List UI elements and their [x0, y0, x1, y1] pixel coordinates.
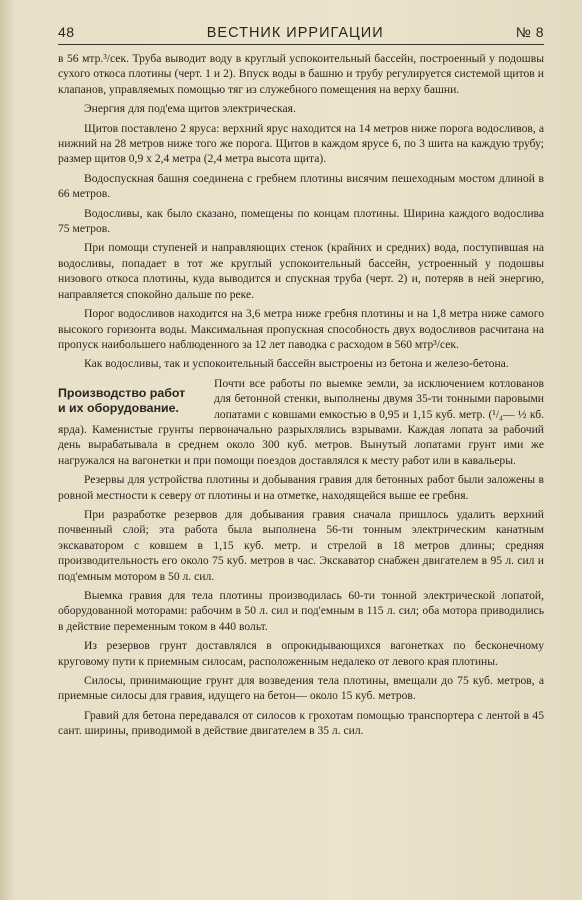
paragraph: Как водосливы, так и успокоительный бассейн выстроены из бетона и железо-бетона.: [84, 357, 509, 371]
journal-title: ВЕСТНИК ИРРИГАЦИИ: [206, 25, 384, 41]
paragraph: Энергия для под'ема щитов электрическая.: [84, 102, 296, 116]
section-heading: [58, 386, 208, 416]
article-body: [58, 51, 544, 739]
section-heading-line1: Производство работ: [58, 385, 186, 400]
paragraph: Силосы, принимающие грунт для возведения тела плотины, вмещали до 75 куб. метров, а приемные силосы для гравия, идущего на бетон— около 15 куб. метров.: [58, 674, 544, 703]
section-intro: Почти все работы по выемке земли, за исключением котлованов для бетонной стенки, выполнены двумя 35-ти тонными паровыми лопатами с ковшами емкостью в 0,95 и 1,15 куб. метр. (¹/₄— ½ кб. ярда). Каменистые грунты первоначально разрыхлялись взрывами. Каждая лопата за рабочий день вырабатывала в среднем около 300 куб. метров. Вынутый лопатами грунт ими же нагружался на вагонетки и при помощи поездов доставлялся к месту работ или в кавальеры.: [58, 376, 544, 467]
paragraph: При помощи ступеней и направляющих стенок (крайних и средних) вода, поступившая на водосливы, попадает в тот же круглый успокоительный бассейн, устроенный у подошвы низового откоса плотины, куда выводится и спускная труба (черт. 2) и, потеряв в ней энергию, направляется спокойно дальше по реке.: [58, 241, 544, 301]
paragraph: Щитов поставлено 2 яруса: верхний ярус находится на 14 метров ниже порога водосливов, а нижний на 28 метров ниже того же порога. Щитов в каждом ярусе 6, по 3 шита на каждую трубу; размер щитов 0,9 х 2,4 метра (2,4 метра высота щита).: [58, 121, 544, 166]
paragraph: в 56 мтр.³/сек. Труба выводит воду в круглый успокоительный бассейн, построенный у подошвы сухого откоса плотины (черт. 1 и 2). Впуск воды в башню и трубу регулируется системой щитов и клапанов, управляемых помощью тяг из служебного помещения на верху башни.: [58, 52, 544, 96]
paragraph: При разработке резервов для добывания гравия сначала пришлось удалить верхний почвенный слой; эта работа была выполнена 56-ти тонным электрическим канатным экскаватором с ковшем в 1,15 куб. метр. и стрелой в 18 метров длины; средняя производительность его около 75 куб. метров в час. Экскаватор снабжен двигателем в 95 л. сил и под'емным мотором в 50 л. сил.: [58, 507, 544, 583]
paragraph: Гравий для бетона передавался от силосов к грохотам помощью транспортера с лентой в 45 сант. ширины, приводимой в действие двигателем в 35 л. сил.: [58, 708, 544, 738]
paragraph: Выемка гравия для тела плотины производилась 60-ти тонной электрической лопатой, оборудованной моторами: рабочим в 50 л. сил и под'емным в 115 л. сил; оба мотора приводились в действие переменным током в 440 вольт.: [58, 589, 544, 633]
section-heading-line2: и их оборудование.: [58, 400, 180, 415]
paragraph: Порог водосливов находится на 3,6 метра ниже гребня плотины и на 1,8 метра ниже самого высокого горизонта воды. Максимальная пропускная способность двух водосливов расчитана на пропуск наибольшего наблюденного за 12 лет паводка с расходом в 560 мтр³/сек.: [58, 307, 544, 351]
running-header: [58, 24, 544, 45]
paragraph: Водосливы, как было сказано, помещены по концам плотины. Ширина каждого водослива 75 метров.: [58, 206, 544, 236]
page-number: 48: [58, 24, 75, 40]
section-production: [58, 376, 544, 468]
paragraph: Водоспускная башня соединена с гребнем плотины висячим пешеходным мостом длиной в 66 метров.: [58, 171, 544, 201]
issue-number: № 8: [515, 24, 544, 40]
paragraph: Резервы для устройства плотины и добывания гравия для бетонных работ были заложены в ровной местности к северу от плотины и на отметке, находящейся выше ее гребня.: [58, 473, 544, 502]
paragraph: Из резервов грунт доставлялся в опрокидывающихся вагонетках по бесконечному круговому пути к приемным силосам, расположенным недалеко от левого края плотины.: [58, 639, 544, 668]
